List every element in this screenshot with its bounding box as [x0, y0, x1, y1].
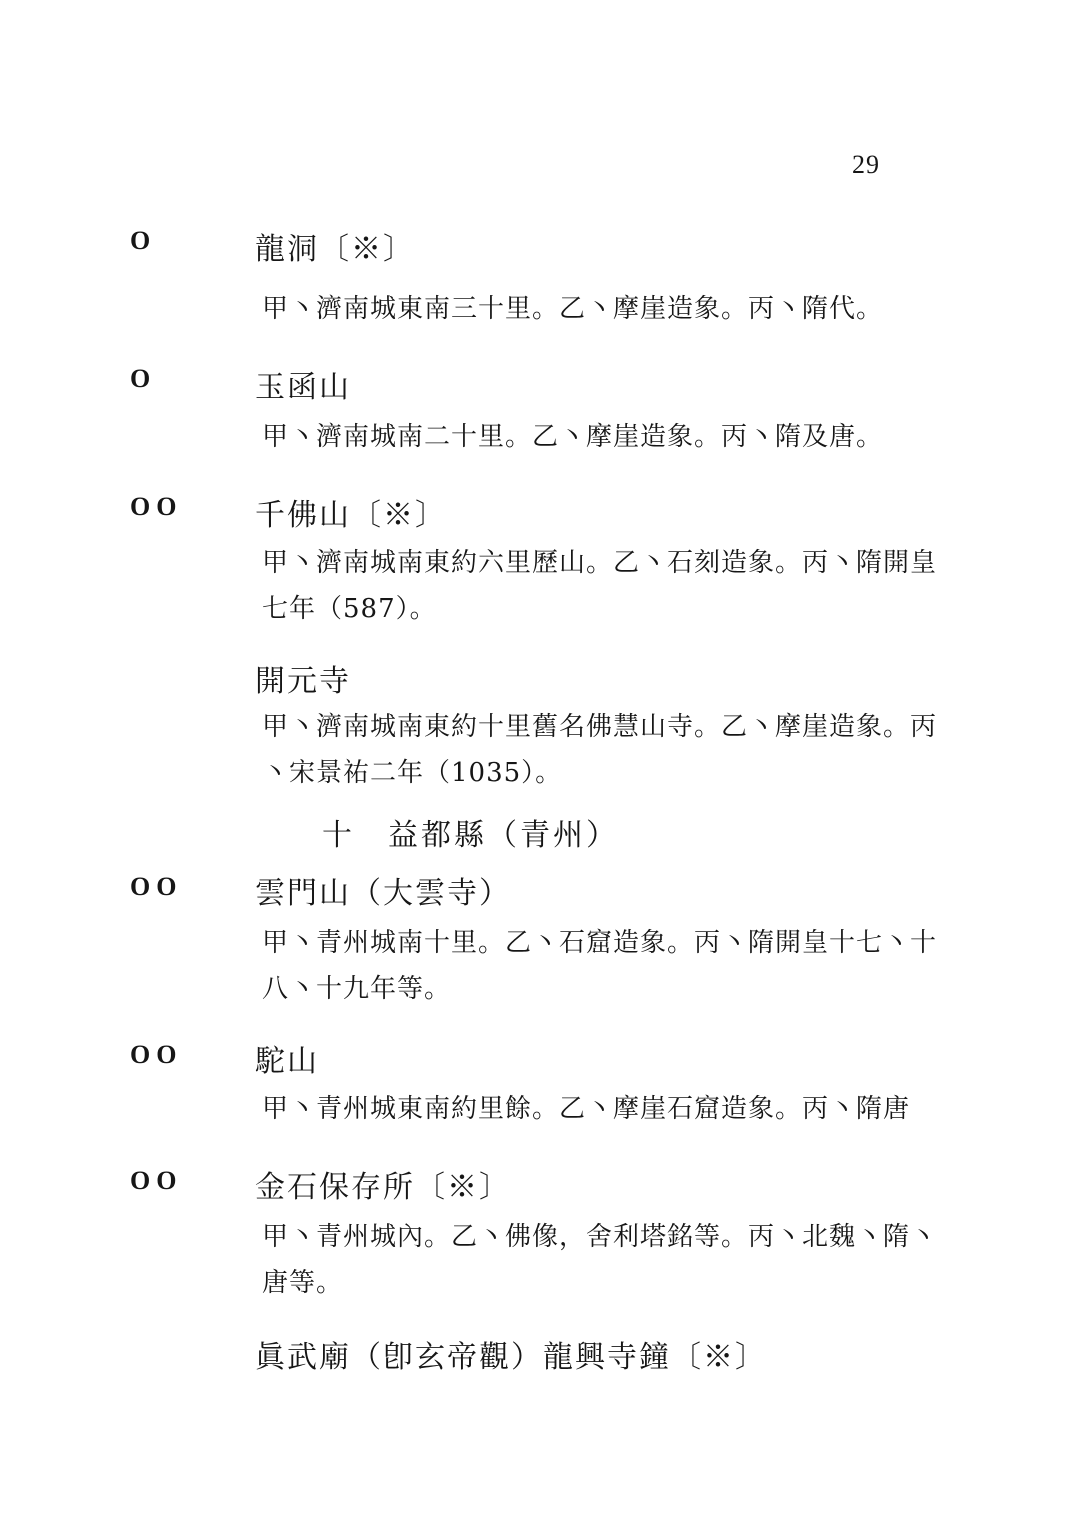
entry-description: 甲丶濟南城南二十里。乙丶摩崖造象。丙丶隋及唐。: [262, 422, 884, 452]
page-number: 29: [852, 150, 880, 179]
entry-description: 甲丶青州城東南約里餘。乙丶摩崖石窟造象。丙丶隋唐: [262, 1094, 911, 1124]
section-heading: 十 益都縣（青州）: [322, 818, 619, 853]
entry-description: 甲丶濟南城南東約六里歷山。乙丶石刻造象。丙丶隋開皇七年（587）。: [262, 548, 938, 624]
entry-marker: OO: [130, 1166, 183, 1195]
entry-description: 甲丶濟南城東南三十里。乙丶摩崖造象。丙丶隋代。: [262, 294, 884, 324]
entry-title: 玉函山: [255, 370, 351, 405]
entry-marker: OO: [130, 872, 183, 901]
entry-title: 金石保存所〔※〕: [255, 1170, 511, 1205]
entry-title: 龍洞〔※〕: [255, 232, 415, 267]
entry-description: 甲丶濟南城南東約十里舊名佛慧山寺。乙丶摩崖造象。丙丶宋景祐二年（1035）。: [262, 712, 938, 788]
entry-description: 甲丶青州城內。乙丶佛像，舍利塔銘等。丙丶北魏丶隋丶唐等。: [262, 1222, 938, 1298]
entry-title: 開元寺: [255, 664, 351, 699]
entry-description: 甲丶青州城南十里。乙丶石窟造象。丙丶隋開皇十七丶十八丶十九年等。: [262, 928, 938, 1004]
entry-title: 眞武廟（卽玄帝觀）龍興寺鐘〔※〕: [255, 1340, 767, 1375]
entry-marker: OO: [130, 1040, 183, 1069]
entry-marker: O: [130, 364, 157, 393]
entry-title: 千佛山〔※〕: [255, 498, 447, 533]
entry-marker: O: [130, 226, 157, 255]
entry-marker: OO: [130, 492, 183, 521]
entry-title: 駝山: [255, 1044, 319, 1079]
entry-title: 雲門山（大雲寺）: [255, 876, 511, 911]
